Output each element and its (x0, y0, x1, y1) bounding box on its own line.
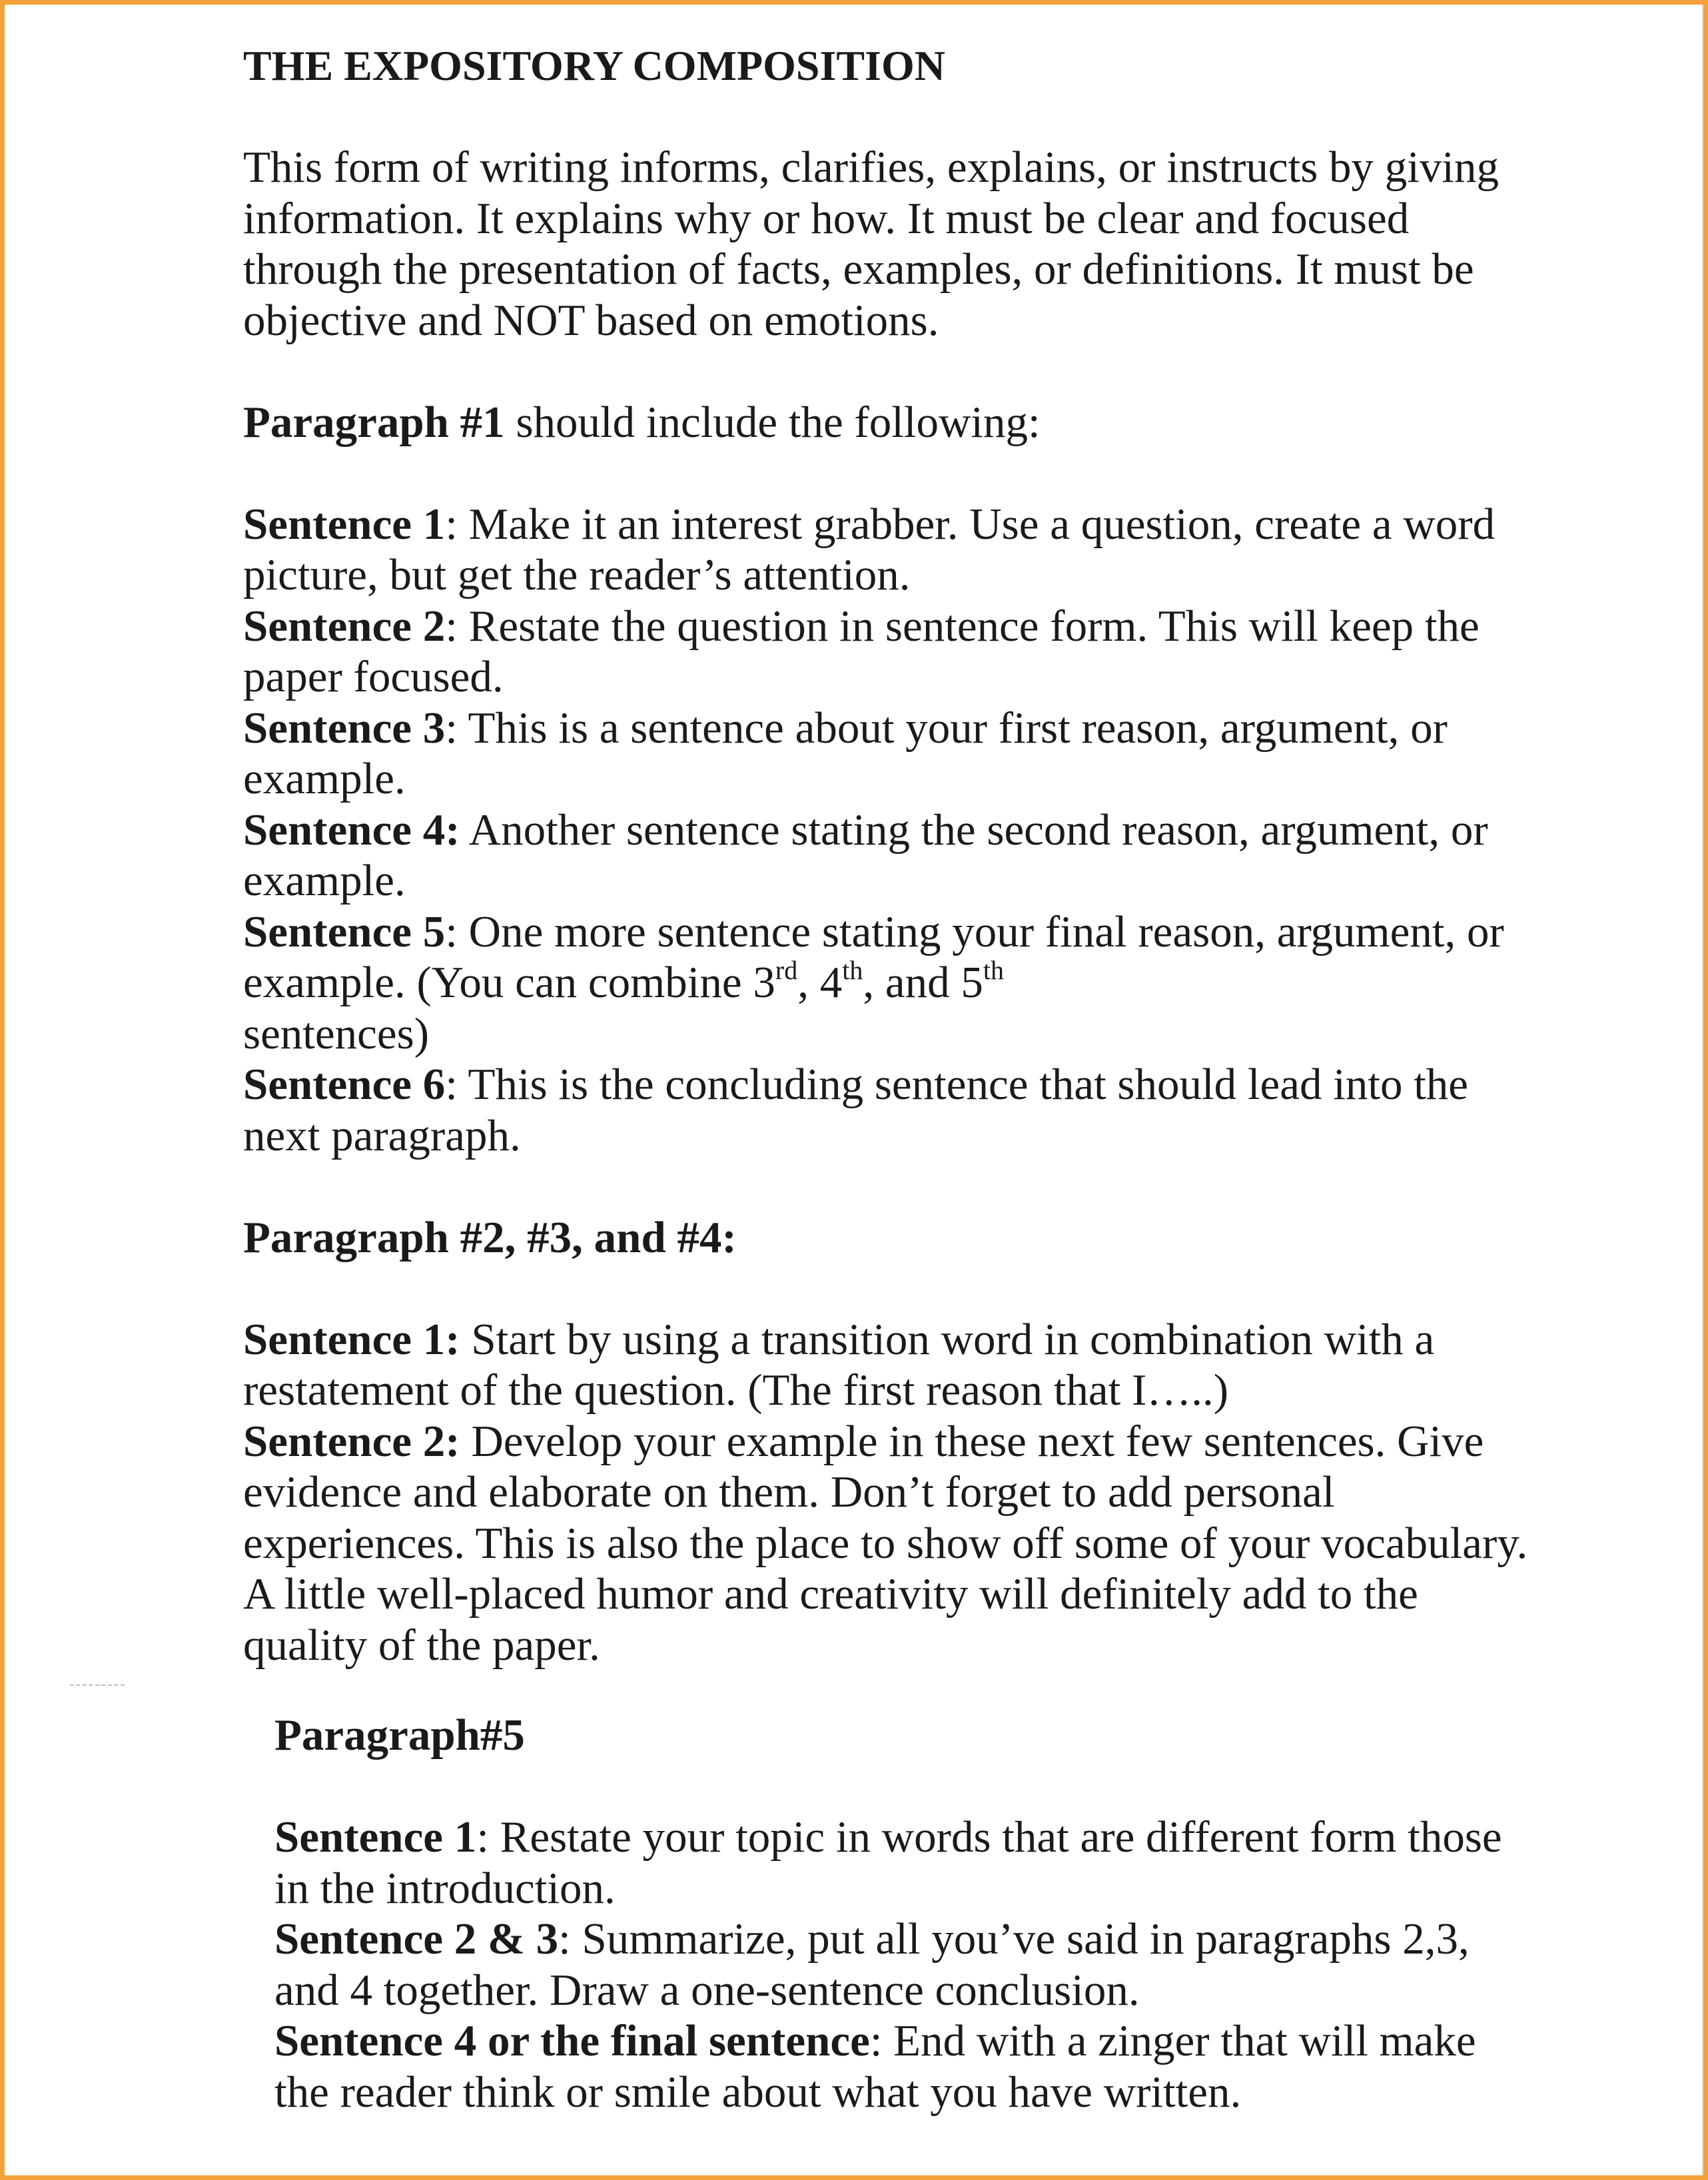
p5-sentence-2-text: : Summarize, put all you’ve said in paragraphs 2,3, and 4 together. Draw a one-sentence conclusion. (274, 1914, 1470, 2015)
superscript-th-2: th (983, 954, 1004, 985)
p1-sentence-3 (243, 703, 1542, 805)
p5-sentence-1-label: Sentence 1 (274, 1812, 477, 1862)
paragraph-1-heading (243, 397, 1542, 448)
p5-sentence-3 (274, 2015, 1540, 2117)
document-body-lower (274, 1710, 1540, 2117)
p1-sentence-5-mid-1: , 4 (797, 958, 843, 1007)
intro-paragraph: This form of writing informs, clarifies, explains, or instructs by giving information. It explains why or how. It must be clear and focused through the presentation of facts, examples, or definitions. It must be objective and NOT based on emotions. (243, 143, 1499, 345)
p234-sentence-2 (243, 1416, 1542, 1671)
p5-sentence-1 (274, 1812, 1540, 1914)
p1-sentence-3-label: Sentence 3 (243, 703, 446, 753)
p234-sentence-1-text: Start by using a transition word in combination with a restatement of the question. (The first reason that I…..) (243, 1314, 1435, 1415)
paragraph-1-heading-bold: Paragraph #1 (243, 397, 505, 447)
p5-sentence-1-text: : Restate your topic in words that are different form those in the introduction. (274, 1812, 1502, 1913)
p1-sentence-1-label: Sentence 1 (243, 499, 446, 549)
superscript-th-1: th (842, 954, 863, 985)
document-body (243, 29, 1542, 1670)
p1-sentence-1-text: : Make it an interest grabber. Use a question, create a word picture, but get the reader’s attention. (243, 499, 1495, 599)
page-edge-line (1702, 5, 1704, 2180)
superscript-rd: rd (775, 954, 798, 985)
p1-sentence-6-text: : This is the concluding sentence that should lead into the next paragraph. (243, 1060, 1469, 1160)
p234-sentence-2-text: Develop your example in these next few sentences. Give evidence and elaborate on them. Don’t forget to add personal experiences. This is also the place to show off some of your vocabulary. A little well-placed humor and creativity will definitely add to the quality of the paper. (243, 1416, 1528, 1670)
p5-sentence-2-label: Sentence 2 & 3 (274, 1914, 559, 1964)
p1-sentence-4 (243, 805, 1542, 907)
paragraph-1-heading-rest: should include the following: (504, 397, 1041, 447)
p1-sentence-5-text: : One more sentence stating your final reason, argument, or example. (You can combine 3 (243, 907, 1504, 1007)
p1-sentence-5-label: Sentence 5 (243, 907, 446, 956)
p1-sentence-4-label: Sentence 4: (243, 805, 460, 855)
p1-sentence-1 (243, 499, 1542, 601)
p1-sentence-2-text: : Restate the question in sentence form. This will keep the paper focused. (243, 601, 1480, 701)
p234-sentence-1-label: Sentence 1: (243, 1314, 460, 1364)
p1-sentence-6-label: Sentence 6 (243, 1060, 446, 1109)
p1-sentence-2 (243, 601, 1542, 703)
p1-sentence-3-text: : This is a sentence about your first reason, argument, or example. (243, 703, 1448, 803)
p5-sentence-2 (274, 1914, 1540, 2015)
p1-sentence-6 (243, 1059, 1542, 1161)
p5-sentence-3-text: : End with a zinger that will make the reader think or smile about what you have written. (274, 2016, 1476, 2117)
p1-sentence-5-mid-2: , and 5 (863, 958, 983, 1007)
paragraph-234-heading: Paragraph #2, #3, and #4: (243, 1212, 737, 1262)
p5-sentence-3-label: Sentence 4 or the final sentence (274, 2016, 870, 2065)
p234-sentence-2-label: Sentence 2: (243, 1416, 460, 1466)
scan-artifact (70, 1684, 125, 1686)
document-title: THE EXPOSITORY COMPOSITION (243, 42, 945, 89)
p1-sentence-2-label: Sentence 2 (243, 601, 446, 651)
p1-sentence-4-text: Another sentence stating the second reason, argument, or example. (243, 805, 1488, 905)
paragraph-5-heading: Paragraph#5 (274, 1710, 525, 1760)
p1-sentence-5-end: sentences) (243, 1008, 430, 1058)
p234-sentence-1 (243, 1314, 1542, 1416)
p1-sentence-5 (243, 907, 1542, 1060)
